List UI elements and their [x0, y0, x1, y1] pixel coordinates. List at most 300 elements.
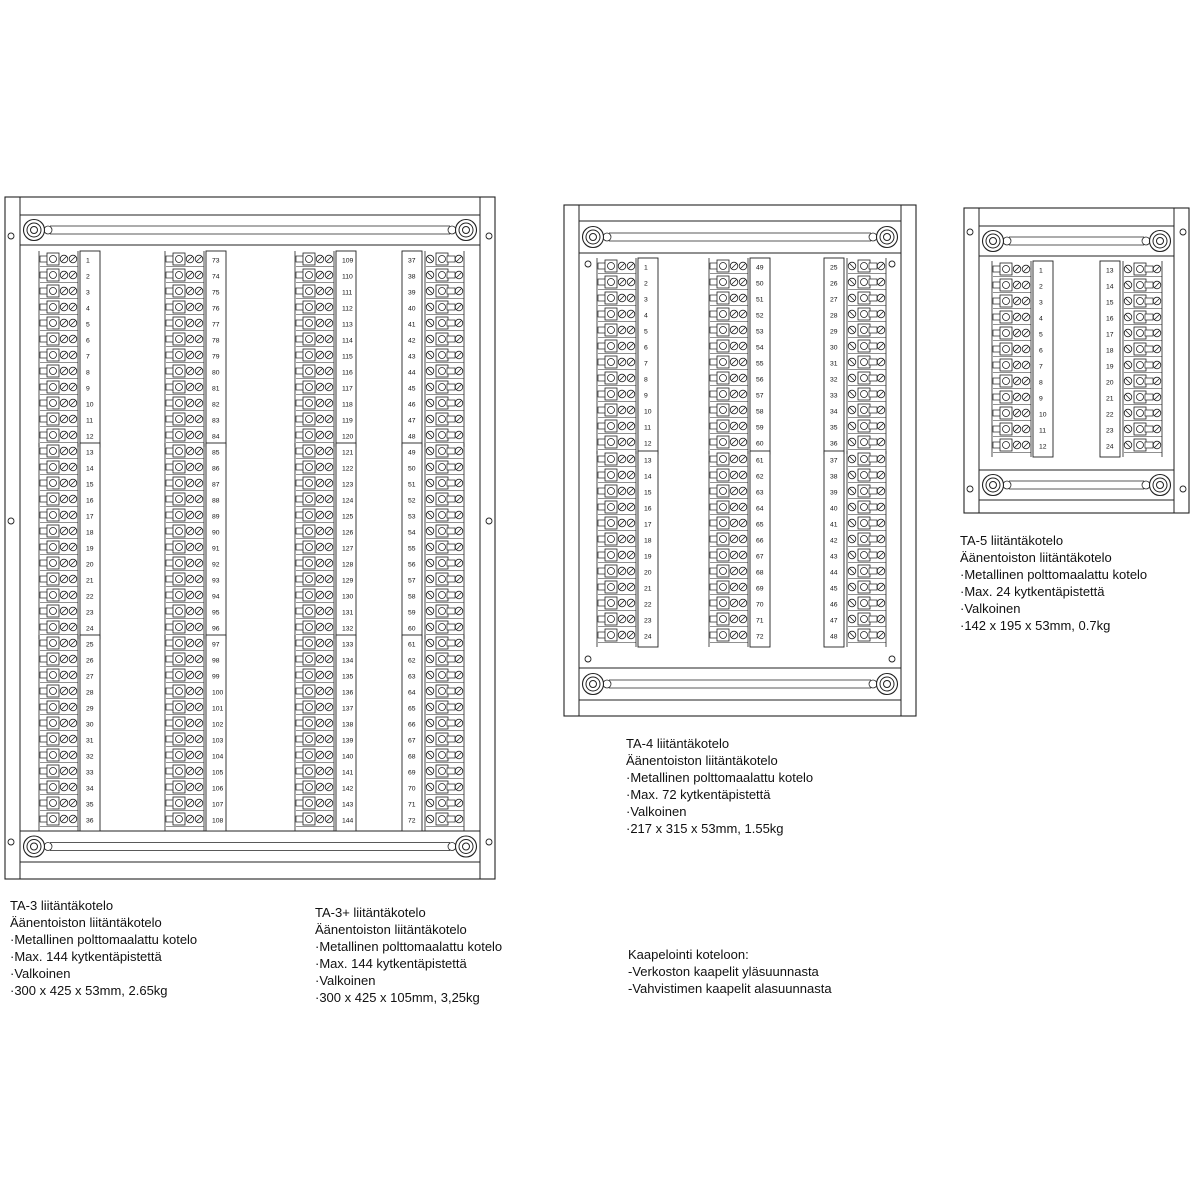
terminal-hole [176, 688, 183, 695]
terminal-tab [447, 752, 455, 758]
terminal-hole [439, 448, 446, 455]
mounting-screw-icon [456, 836, 477, 857]
terminal-number-label: 37 [830, 457, 838, 465]
terminal-tab [447, 336, 455, 342]
terminal-number-label: 14 [86, 465, 94, 473]
terminal-hole [306, 704, 313, 711]
terminal-hole [1003, 410, 1010, 417]
terminal-number-label: 8 [1039, 379, 1043, 387]
terminal-hole [1137, 362, 1144, 369]
terminal-hole [306, 432, 313, 439]
terminal-number-label: 3 [644, 296, 648, 304]
terminal-hole [50, 800, 57, 807]
mounting-hole-icon [8, 839, 14, 845]
terminal-tab [869, 552, 877, 558]
terminal-hole [306, 672, 313, 679]
terminal-tab [869, 327, 877, 333]
terminal-number-label: 17 [1106, 331, 1114, 339]
terminal-hole [608, 488, 615, 495]
terminal-number-label: 38 [830, 473, 838, 481]
terminal-tab [869, 311, 877, 317]
terminal-tab [869, 375, 877, 381]
terminal-number-label: 83 [212, 417, 220, 425]
terminal-number-label: 143 [342, 801, 354, 809]
mounting-hole-icon [486, 839, 492, 845]
terminal-hole [306, 448, 313, 455]
terminal-hole [176, 768, 183, 775]
terminal-hole [50, 608, 57, 615]
terminal-number-label: 23 [644, 617, 652, 625]
mounting-screw-icon [1150, 475, 1171, 496]
terminal-hole [176, 256, 183, 263]
terminal-number-label: 39 [830, 489, 838, 497]
terminal-number-label: 136 [342, 689, 354, 697]
terminal-hole [50, 560, 57, 567]
terminal-hole [306, 800, 313, 807]
ta5-caption [960, 532, 1147, 634]
terminal-hole [861, 407, 868, 414]
terminal-hole [439, 544, 446, 551]
screw-inner [990, 238, 997, 245]
terminal-tab [869, 504, 877, 510]
rail [579, 668, 901, 700]
terminal-number-label: 80 [212, 369, 220, 377]
terminal-number-label: 71 [756, 617, 764, 625]
ta3-enclosure [5, 197, 495, 879]
terminal-number-label: 88 [212, 497, 220, 505]
terminal-hole [50, 304, 57, 311]
terminal-number-label: 138 [342, 721, 354, 729]
terminal-number-label: 102 [212, 721, 224, 729]
terminal-tab [1145, 394, 1153, 400]
terminal-number-label: 41 [408, 321, 416, 329]
terminal-hole [1137, 346, 1144, 353]
mounting-hole-icon [967, 229, 973, 235]
terminal-hole [861, 391, 868, 398]
mounting-hole-icon [486, 233, 492, 239]
terminal-hole [1003, 298, 1010, 305]
rail-slot-end [869, 233, 877, 241]
terminal-tab [447, 320, 455, 326]
terminal-number-label: 32 [830, 376, 838, 384]
terminal-number-label: 54 [756, 344, 764, 352]
terminal-number-label: 10 [644, 408, 652, 416]
terminal-hole [439, 304, 446, 311]
terminal-hole [439, 432, 446, 439]
terminal-hole [861, 279, 868, 286]
terminal-hole [306, 480, 313, 487]
terminal-hole [306, 768, 313, 775]
terminal-hole [176, 640, 183, 647]
terminal-hole [1137, 314, 1144, 321]
terminal-hole [176, 272, 183, 279]
terminal-number-label: 63 [756, 489, 764, 497]
terminal-number-label: 127 [342, 545, 354, 553]
terminal-number-label: 115 [342, 353, 353, 361]
terminal-tab [447, 528, 455, 534]
terminal-hole [176, 368, 183, 375]
rail-slot-end [1003, 481, 1011, 489]
screw-inner [463, 227, 470, 234]
terminal-hole [439, 288, 446, 295]
terminal-hole [608, 552, 615, 559]
ta5-caption-spec: ·Max. 24 kytkentäpistettä [960, 584, 1105, 599]
terminal-hole [608, 600, 615, 607]
rail-slot-end [1142, 481, 1150, 489]
terminal-tab [869, 391, 877, 397]
terminal-hole [439, 528, 446, 535]
terminal-tab [447, 576, 455, 582]
terminal-number-label: 25 [830, 264, 838, 272]
screw-inner [463, 843, 470, 850]
terminal-hole [439, 368, 446, 375]
terminal-number-label: 7 [644, 360, 648, 368]
terminal-number-label: 15 [1106, 299, 1114, 307]
ta3-caption-spec: ·Valkoinen [10, 966, 71, 981]
terminal-hole [720, 439, 727, 446]
rail-slot-end [1142, 237, 1150, 245]
terminal-number-label: 19 [644, 553, 652, 561]
ta4-caption [626, 735, 813, 837]
terminal-hole [861, 295, 868, 302]
terminal-number-label: 13 [86, 449, 94, 457]
terminal-hole [861, 536, 868, 543]
terminal-number-label: 2 [86, 273, 90, 281]
terminal-hole [50, 656, 57, 663]
terminal-number-label: 15 [644, 489, 652, 497]
terminal-hole [608, 439, 615, 446]
terminal-hole [1137, 426, 1144, 433]
terminal-number-label: 53 [756, 328, 764, 336]
terminal-hole [720, 632, 727, 639]
terminal-number-label: 104 [212, 753, 224, 761]
terminal-hole [176, 752, 183, 759]
terminal-tab [869, 263, 877, 269]
ta5-caption-title: TA-5 liitäntäkotelo [960, 533, 1064, 548]
rail [979, 226, 1174, 256]
terminal-hole [720, 520, 727, 527]
terminal-number-label: 12 [644, 440, 652, 448]
terminal-number-label: 84 [212, 433, 220, 441]
terminal-hole [861, 343, 868, 350]
terminal-number-label: 36 [86, 817, 94, 825]
mounting-hole-icon [8, 233, 14, 239]
terminal-tab [869, 584, 877, 590]
terminal-number-label: 19 [1106, 363, 1114, 371]
terminal-hole [608, 568, 615, 575]
terminal-hole [50, 816, 57, 823]
terminal-number-label: 31 [830, 360, 838, 368]
mounting-screw-icon [877, 674, 898, 695]
ta4-caption-spec: ·217 x 315 x 53mm, 1.55kg [626, 821, 784, 836]
terminal-number-label: 139 [342, 737, 354, 745]
terminal-hole [306, 688, 313, 695]
rail-slot-end [869, 680, 877, 688]
terminal-number-label: 97 [212, 641, 220, 649]
terminal-number-label: 18 [1106, 347, 1114, 355]
terminal-number-label: 6 [1039, 347, 1043, 355]
terminal-hole [306, 640, 313, 647]
terminal-number-label: 68 [408, 753, 416, 761]
terminal-number-label: 92 [212, 561, 220, 569]
terminal-tab [869, 632, 877, 638]
terminal-number-label: 21 [1106, 395, 1114, 403]
terminal-tab [447, 304, 455, 310]
terminal-number-label: 43 [830, 553, 838, 561]
terminal-tab [869, 279, 877, 285]
terminal-hole [439, 560, 446, 567]
rail [20, 831, 480, 862]
terminal-hole [608, 616, 615, 623]
terminal-number-label: 47 [408, 417, 416, 425]
terminal-tab [447, 608, 455, 614]
terminal-hole [608, 263, 615, 270]
terminal-tab [869, 343, 877, 349]
terminal-number-label: 131 [342, 609, 354, 617]
terminal-number-label: 10 [1039, 411, 1047, 419]
terminal-number-label: 78 [212, 337, 220, 345]
terminal-hole [439, 464, 446, 471]
terminal-number-label: 29 [830, 328, 838, 336]
terminal-number-label: 114 [342, 337, 353, 345]
terminal-number-label: 4 [644, 312, 648, 320]
terminal-number-label: 20 [644, 569, 652, 577]
terminal-hole [720, 568, 727, 575]
rail [579, 221, 901, 253]
terminal-hole [50, 256, 57, 263]
terminal-tab [869, 520, 877, 526]
terminal-number-label: 101 [212, 705, 224, 713]
terminal-number-label: 79 [212, 353, 220, 361]
terminal-number-label: 27 [86, 673, 94, 681]
terminal-number-label: 60 [408, 625, 416, 633]
terminal-number-label: 62 [408, 657, 416, 665]
terminal-number-label: 100 [212, 689, 224, 697]
terminal-hole [306, 512, 313, 519]
terminal-hole [50, 272, 57, 279]
terminal-number-label: 2 [1039, 283, 1043, 291]
terminal-hole [439, 608, 446, 615]
terminal-hole [1003, 346, 1010, 353]
terminal-tab [447, 624, 455, 630]
terminal-number-label: 52 [756, 312, 764, 320]
terminal-hole [306, 736, 313, 743]
terminal-number-label: 109 [342, 257, 354, 265]
terminal-hole [306, 528, 313, 535]
terminal-number-label: 96 [212, 625, 220, 633]
terminal-hole [176, 512, 183, 519]
terminal-hole [1003, 426, 1010, 433]
terminal-tab [447, 672, 455, 678]
terminal-number-label: 70 [408, 785, 416, 793]
terminal-number-label: 107 [212, 801, 224, 809]
screw-inner [590, 681, 597, 688]
terminal-tab [869, 423, 877, 429]
terminal-number-label: 133 [342, 641, 354, 649]
terminal-number-label: 3 [1039, 299, 1043, 307]
terminal-number-label: 63 [408, 673, 416, 681]
terminal-tab [447, 544, 455, 550]
terminal-hole [720, 552, 727, 559]
terminal-hole [306, 560, 313, 567]
terminal-hole [306, 608, 313, 615]
terminal-hole [176, 624, 183, 631]
terminal-number-label: 73 [212, 257, 220, 265]
terminal-number-label: 132 [342, 625, 354, 633]
terminal-number-label: 28 [830, 312, 838, 320]
terminal-number-label: 1 [1039, 267, 1043, 275]
terminal-number-label: 19 [86, 545, 94, 553]
ta5-caption-spec: ·142 x 195 x 53mm, 0.7kg [960, 618, 1111, 633]
terminal-hole [439, 752, 446, 759]
terminal-hole [720, 536, 727, 543]
terminal-hole [50, 544, 57, 551]
terminal-hole [439, 400, 446, 407]
terminal-number-label: 46 [830, 601, 838, 609]
terminal-number-label: 74 [212, 273, 220, 281]
terminal-hole [608, 632, 615, 639]
terminal-number-label: 36 [830, 440, 838, 448]
terminal-hole [50, 496, 57, 503]
terminal-number-label: 61 [756, 457, 764, 465]
terminal-number-label: 1 [86, 257, 90, 265]
terminal-number-label: 10 [86, 401, 94, 409]
terminal-number-label: 50 [408, 465, 416, 473]
terminal-hole [720, 279, 727, 286]
terminal-number-label: 90 [212, 529, 220, 537]
terminal-number-label: 20 [1106, 379, 1114, 387]
terminal-hole [861, 568, 868, 575]
mounting-hole-icon [585, 261, 591, 267]
terminal-hole [861, 632, 868, 639]
terminal-hole [50, 720, 57, 727]
mounting-hole-icon [889, 261, 895, 267]
terminal-number-label: 59 [756, 424, 764, 432]
terminal-number-label: 106 [212, 785, 224, 793]
terminal-hole [720, 423, 727, 430]
terminal-hole [176, 704, 183, 711]
terminal-number-label: 111 [342, 289, 353, 297]
terminal-hole [861, 520, 868, 527]
terminal-hole [50, 640, 57, 647]
terminal-hole [1003, 394, 1010, 401]
terminal-hole [176, 672, 183, 679]
terminal-hole [439, 784, 446, 791]
terminal-tab [869, 616, 877, 622]
terminal-hole [608, 407, 615, 414]
terminal-hole [439, 576, 446, 583]
terminal-hole [1137, 442, 1144, 449]
terminal-hole [50, 352, 57, 359]
terminal-number-label: 44 [408, 369, 416, 377]
terminal-hole [861, 375, 868, 382]
terminal-number-label: 32 [86, 753, 94, 761]
terminal-tab [1145, 266, 1153, 272]
terminal-number-label: 29 [86, 705, 94, 713]
cabling-note-line: -Verkoston kaapelit yläsuunnasta [628, 964, 819, 979]
terminal-tab [869, 359, 877, 365]
ta3-caption-spec: ·300 x 425 x 53mm, 2.65kg [10, 983, 168, 998]
terminal-tab [1145, 346, 1153, 352]
terminal-number-label: 42 [408, 337, 416, 345]
terminal-number-label: 33 [830, 392, 838, 400]
terminal-number-label: 94 [212, 593, 220, 601]
terminal-number-label: 12 [1039, 443, 1047, 451]
terminal-number-label: 105 [212, 769, 224, 777]
terminal-number-label: 123 [342, 481, 354, 489]
terminal-number-label: 134 [342, 657, 354, 665]
mounting-screw-icon [583, 227, 604, 248]
terminal-tab [869, 536, 877, 542]
terminal-hole [176, 720, 183, 727]
terminal-tab [447, 448, 455, 454]
terminal-hole [861, 504, 868, 511]
terminal-number-label: 66 [756, 537, 764, 545]
terminal-number-label: 14 [1106, 283, 1114, 291]
terminal-hole [176, 416, 183, 423]
screw-inner [990, 482, 997, 489]
terminal-number-label: 87 [212, 481, 220, 489]
rail-slot-end [603, 233, 611, 241]
terminal-hole [861, 472, 868, 479]
terminal-tab [1145, 410, 1153, 416]
terminal-hole [306, 384, 313, 391]
terminal-tab [447, 816, 455, 822]
terminal-number-label: 49 [408, 449, 416, 457]
terminal-hole [306, 368, 313, 375]
terminal-hole [861, 552, 868, 559]
screw-inner [31, 843, 38, 850]
terminal-number-label: 116 [342, 369, 353, 377]
terminal-number-label: 22 [86, 593, 94, 601]
terminal-number-label: 51 [408, 481, 416, 489]
mounting-screw-icon [983, 475, 1004, 496]
terminal-number-label: 91 [212, 545, 220, 553]
ta3plus-caption-spec: ·Max. 144 kytkentäpistettä [315, 956, 467, 971]
terminal-number-label: 77 [212, 321, 220, 329]
terminal-number-label: 42 [830, 537, 838, 545]
terminal-number-label: 120 [342, 433, 354, 441]
terminal-hole [861, 439, 868, 446]
rail [20, 215, 480, 245]
ta4-caption-spec: ·Max. 72 kytkentäpistettä [626, 787, 771, 802]
terminal-hole [608, 375, 615, 382]
terminal-number-label: 75 [212, 289, 220, 297]
terminal-number-label: 93 [212, 577, 220, 585]
screw-inner [31, 227, 38, 234]
terminal-hole [439, 352, 446, 359]
terminal-hole [439, 256, 446, 263]
terminal-number-label: 4 [86, 305, 90, 313]
terminal-hole [1003, 378, 1010, 385]
terminal-number-label: 119 [342, 417, 353, 425]
terminal-tab [1145, 314, 1153, 320]
terminal-number-label: 31 [86, 737, 94, 745]
terminal-tab [447, 288, 455, 294]
terminal-hole [439, 416, 446, 423]
terminal-number-label: 3 [86, 289, 90, 297]
terminal-tab [447, 688, 455, 694]
terminal-number-label: 118 [342, 401, 353, 409]
ta3plus-caption-spec: ·Valkoinen [315, 973, 376, 988]
terminal-number-label: 108 [212, 817, 224, 825]
terminal-hole [720, 311, 727, 318]
terminal-hole [306, 304, 313, 311]
terminal-hole [608, 279, 615, 286]
terminal-number-label: 11 [86, 417, 94, 425]
terminal-tab [869, 456, 877, 462]
terminal-tab [447, 704, 455, 710]
